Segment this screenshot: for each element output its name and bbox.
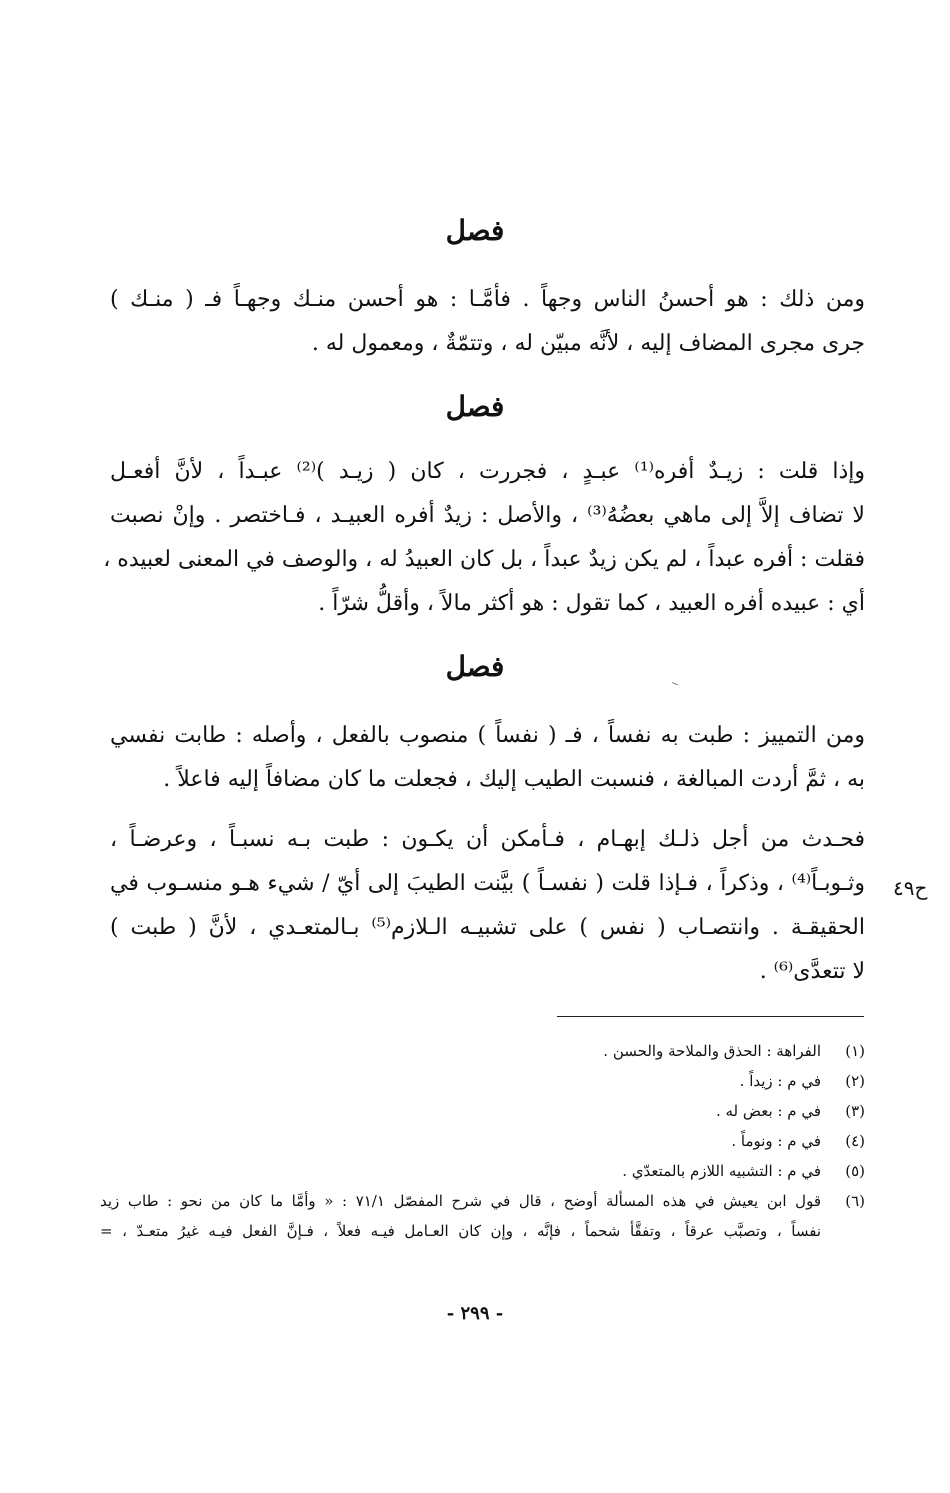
text-line: الحقيقـة . وانتصـاب ( نفس ) على تشبيـه الـلازم⁽⁵⁾ بـالمتعـدي ، لأنَّ ( طبت ) <box>110 915 865 940</box>
footnote-text: الفراهة : الحذق والملاحة والحسن . <box>603 1042 821 1060</box>
margin-note: ح٤٩ <box>893 876 928 900</box>
text-line: فقلت : أفره عبداً ، لم يكن زيدٌ عبداً ، بل كان العبيدُ له ، والوصف في المعنى لعبيده ، <box>103 547 865 572</box>
footnote-number: (٥) <box>845 1162 865 1180</box>
text-line: أي : عبيده أفره العبيد ، كما تقول : هو أكثر مالاً ، وأقلُّ شرّاً . <box>318 591 865 616</box>
text-line: فحـدث من أجل ذلـك إبهـام ، فـأمكن أن يكـون : طبت بـه نسبـاً ، وعرضـاً ، <box>110 827 865 852</box>
section-2-paragraph-1 <box>103 450 866 626</box>
footnote-number: (٢) <box>845 1072 865 1090</box>
page-number: - ٢٩٩ - <box>446 1303 504 1324</box>
footnote-2 <box>100 1066 865 1096</box>
footnote-1 <box>100 1036 865 1066</box>
footnote-text: في م : التشبيه اللازم بالمتعدّي . <box>622 1162 821 1180</box>
footnotes <box>100 1036 865 1246</box>
footnote-text: قول ابن يعيش في هذه المسألة أوضح ، قال في شرح المفصّل ٧١/١ : « وأمَّا ما كان من نحو : طاب زيد <box>100 1192 822 1210</box>
footnote-6-continuation: نفساً ، وتصبَّب عرقاً ، وتفقَّأ شحماً ، فإنَّه ، وإن كان العـامل فيـه فعلاً ، فـإنَّ الفعل فيـه غيرُ متعـدّ ، = <box>100 1222 821 1240</box>
section-3-paragraph-2 <box>110 818 865 994</box>
text-line: لا تضاف إلاَّ إلى ماهي بعضُهُ⁽³⁾ ، والأصل : زيدٌ أفره العبيـد ، فـاختصر . وإنْ نصبت <box>110 503 865 528</box>
stray-mark <box>670 682 678 689</box>
footnote-text: في م : بعض له . <box>715 1102 821 1120</box>
footnote-separator <box>557 1016 864 1017</box>
footnote-text: في م : زيداً . <box>739 1072 821 1090</box>
text-line: لا تتعدَّى⁽⁶⁾ . <box>759 959 865 984</box>
text-line: جرى مجرى المضاف إليه ، لأنَّه مبيّن له ، وتتمّةٌ ، ومعمول له . <box>311 331 865 356</box>
footnote-number: (١) <box>845 1042 865 1060</box>
section-1-paragraph-1 <box>110 278 865 366</box>
section-3-paragraph-1 <box>110 714 865 802</box>
text-line: ومن التمييز : طبت به نفساً ، فـ ( نفساً ) منصوب بالفعل ، وأصله : طابت نفسي <box>110 723 865 748</box>
text-line: وإذا قلت : زيـدٌ أفره⁽¹⁾ عبـدٍ ، فجررت ، كان ( زيـد )⁽²⁾ عبـداً ، لأنَّ أفعـل <box>110 459 866 484</box>
footnote-number: (٦) <box>845 1192 865 1210</box>
footnote-number: (٣) <box>845 1102 865 1120</box>
text-line: به ، ثمَّ أردت المبالغة ، فنسبت الطيب إليك ، فجعلت ما كان مضافاً إليه فاعلاً . <box>163 767 865 792</box>
footnote-4 <box>100 1126 865 1156</box>
footnote-3 <box>100 1096 865 1126</box>
footnote-5 <box>100 1156 865 1186</box>
section-heading-1: فصل <box>445 214 505 247</box>
text-line: وثـوبـاً⁽⁴⁾ ، وذكراً ، فـإذا قلت ( نفسـاً ) بيَّنت الطيبَ إلى أيّ / شيء هـو منسـوب في <box>110 871 865 896</box>
footnote-text: في م : ونوماً . <box>731 1132 821 1150</box>
section-heading-2: فصل <box>445 390 505 423</box>
section-heading-3: فصل <box>445 650 505 683</box>
footnote-number: (٤) <box>845 1132 865 1150</box>
footnote-6 <box>100 1186 865 1216</box>
text-line: ومن ذلك : هو أحسنُ الناس وجهاً . فأمَّـا : هو أحسن منـك وجهـاً فـ ( منـك ) <box>110 287 865 312</box>
